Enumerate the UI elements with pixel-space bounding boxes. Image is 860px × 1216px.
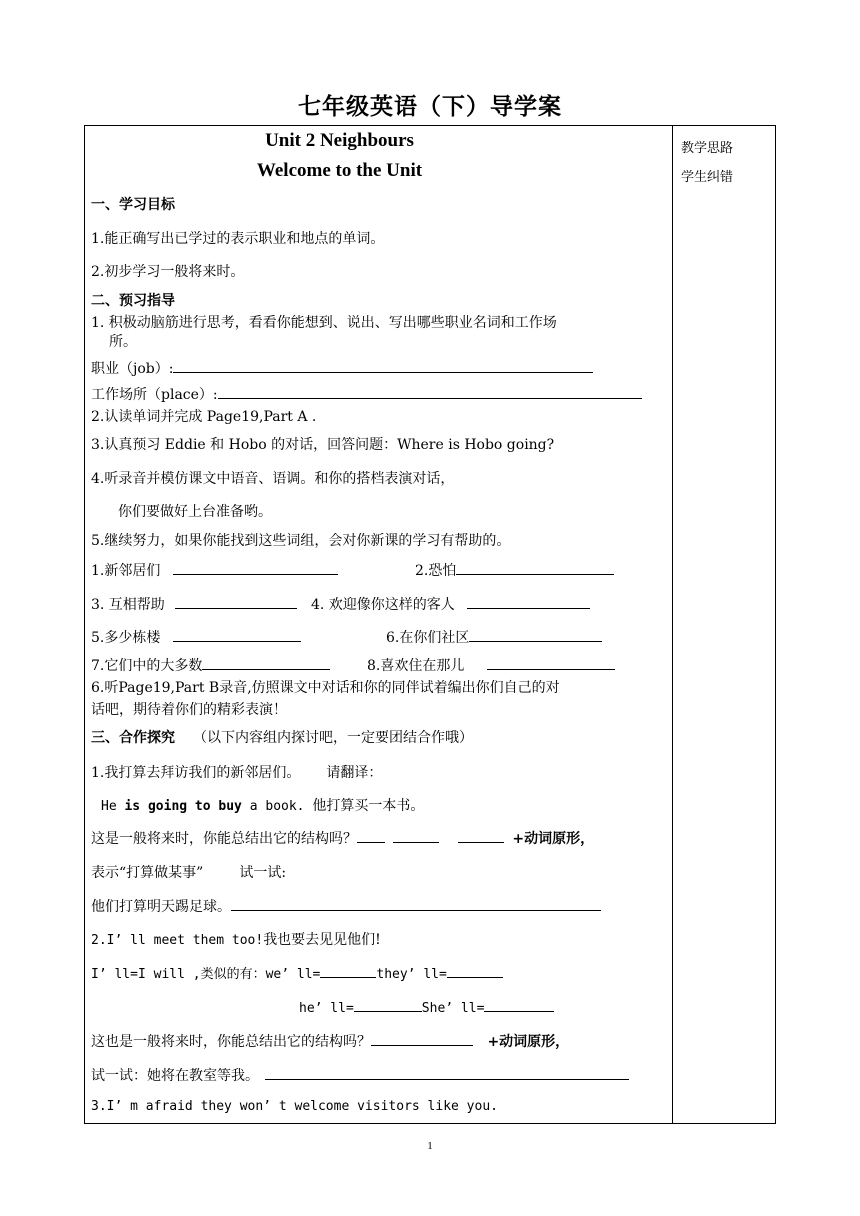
- phrase-3-label: 3. 互相帮助: [91, 597, 165, 613]
- phrase-4: [311, 594, 590, 614]
- q1-blank-1[interactable]: [357, 828, 385, 843]
- try-1-text: 他们打算明天踢足球。: [91, 899, 231, 915]
- coop-2-cn: 我也要去见见他们!: [263, 932, 381, 948]
- try-2: [91, 1065, 629, 1085]
- try-2-text: 试一试：她将在教室等我。: [91, 1068, 259, 1084]
- contraction-he: he’ ll=: [299, 1001, 354, 1016]
- phrase-2-blank[interactable]: [456, 560, 614, 575]
- phrase-1-label: 1.新邻居们: [91, 563, 161, 579]
- coop-2-en: 2.I’ ll meet them too!: [91, 933, 264, 948]
- phrase-8-label: 8.喜欢住在那儿: [367, 658, 465, 674]
- column-divider: [672, 125, 673, 1124]
- they-blank[interactable]: [447, 963, 503, 978]
- preview-4a: 4.听录音并模仿课文中语音、语调。和你的搭档表演对话，: [91, 471, 455, 487]
- phrase-1-blank[interactable]: [173, 560, 338, 575]
- preview-2: 2.认读单词并完成 Page19,Part A .: [91, 409, 317, 425]
- phrase-5: [91, 627, 301, 647]
- question-1b-text: 表示“打算做某事”: [91, 865, 204, 881]
- coop-1-translate: 请翻译：: [326, 765, 383, 781]
- section-preview: 二、预习指导: [91, 293, 175, 309]
- coop-1: [91, 762, 382, 782]
- question-1-text: 这是一般将来时，你能总结出它的结构吗？: [91, 831, 357, 847]
- try-2-blank[interactable]: [265, 1065, 629, 1080]
- section-cooperation: [91, 727, 473, 747]
- page-title: 七年级英语（下）导学案: [298, 94, 562, 120]
- phrase-8-blank[interactable]: [487, 655, 615, 670]
- phrase-5-label: 5.多少栋楼: [91, 630, 161, 646]
- example-structure: is going to buy: [124, 799, 242, 814]
- section-cooperation-title: 三、合作探究: [91, 730, 175, 746]
- place-label: 工作场所（place）:: [91, 387, 218, 403]
- preview-3: 3.认真预习 Eddie 和 Hobo 的对话，回答问题：Where is Hobo going?: [91, 437, 555, 453]
- phrase-3-blank[interactable]: [175, 594, 297, 609]
- phrase-2-label: 2.恐怕: [415, 563, 457, 579]
- example-he: He: [101, 799, 117, 814]
- phrase-8: [367, 655, 615, 675]
- she-blank[interactable]: [484, 997, 554, 1012]
- phrase-7-label: 7.它们中的大多数: [91, 658, 203, 674]
- question-2: [91, 1031, 569, 1051]
- preview-1a: 1. 积极动脑筋进行思考，看看你能想到、说出、写出哪些职业名词和工作场: [91, 315, 557, 331]
- contraction-row-2: [299, 997, 554, 1016]
- try-1-blank[interactable]: [231, 896, 601, 911]
- job-label: 职业（job）:: [91, 361, 174, 377]
- he-blank[interactable]: [354, 997, 422, 1012]
- we-blank[interactable]: [320, 963, 376, 978]
- preview-6b: 话吧，期待着你们的精彩表演！: [91, 702, 287, 718]
- example-sentence: [101, 795, 424, 815]
- section-goals: 一、学习目标: [91, 197, 175, 213]
- phrase-6-blank[interactable]: [469, 627, 602, 642]
- side-label-correction: 学生纠错: [681, 170, 734, 185]
- unit-heading: Unit 2 Neighbours: [265, 130, 414, 151]
- phrase-1: [91, 560, 338, 580]
- contraction-row-1: [91, 963, 503, 982]
- preview-4b: 你们要做好上台准备哟。: [118, 504, 272, 520]
- phrase-6-label: 6.在你们社区: [386, 630, 470, 646]
- question-1b: [91, 862, 286, 882]
- question-2-tail: +动词原形，: [487, 1034, 570, 1050]
- preview-6a: 6.听Page19,Part B录音,仿照课文中对话和你的同伴试着编出你们自己的对: [91, 680, 560, 696]
- example-object: a book.: [249, 799, 305, 814]
- job-blank[interactable]: [173, 358, 593, 373]
- side-label-teaching: 教学思路: [681, 141, 734, 156]
- goal-2: 2.初步学习一般将来时。: [91, 264, 245, 280]
- place-row: [91, 384, 642, 404]
- section-cooperation-note: （以下内容组内探讨吧，一定要团结合作哦）: [193, 730, 473, 746]
- goal-1: 1.能正确写出已学过的表示职业和地点的单词。: [91, 231, 385, 247]
- phrase-2: [415, 560, 614, 580]
- preview-5: 5.继续努力，如果你能找到这些词组，会对你新课的学习有帮助的。: [91, 533, 511, 549]
- phrase-4-blank[interactable]: [467, 594, 590, 609]
- phrase-7-blank[interactable]: [202, 655, 330, 670]
- place-blank[interactable]: [218, 384, 642, 399]
- try-label-1: 试一试:: [239, 865, 287, 881]
- preview-1b: 所。: [109, 334, 137, 350]
- coop-3: 3.I’ m afraid they won’ t welcome visitors like you.: [91, 1099, 498, 1114]
- question-1-tail: +动词原形，: [512, 831, 595, 847]
- contraction-we: I’ ll=I will ,类似的有：we’ ll=: [91, 967, 321, 982]
- q2-blank[interactable]: [371, 1031, 473, 1046]
- q1-blank-2[interactable]: [393, 828, 439, 843]
- try-1: [91, 896, 601, 916]
- contraction-she: She’ ll=: [421, 1001, 485, 1016]
- coop-2: [91, 929, 381, 949]
- question-1: [91, 828, 594, 848]
- lesson-heading: Welcome to the Unit: [256, 160, 423, 181]
- question-2-text: 这也是一般将来时，你能总结出它的结构吗？: [91, 1034, 371, 1050]
- phrase-6: [386, 627, 602, 647]
- page-number: 1: [427, 1140, 433, 1152]
- phrase-5-blank[interactable]: [173, 627, 301, 642]
- contraction-they: they’ ll=: [376, 967, 447, 982]
- side-column: [681, 134, 733, 192]
- q1-blank-3[interactable]: [458, 828, 504, 843]
- example-cn: 他打算买一本书。: [312, 798, 425, 814]
- phrase-4-label: 4. 欢迎像你这样的客人: [311, 597, 455, 613]
- phrase-7: [91, 655, 330, 675]
- job-row: [91, 358, 593, 378]
- coop-1-text: 1.我打算去拜访我们的新邻居们。: [91, 765, 301, 781]
- phrase-3: [91, 594, 297, 614]
